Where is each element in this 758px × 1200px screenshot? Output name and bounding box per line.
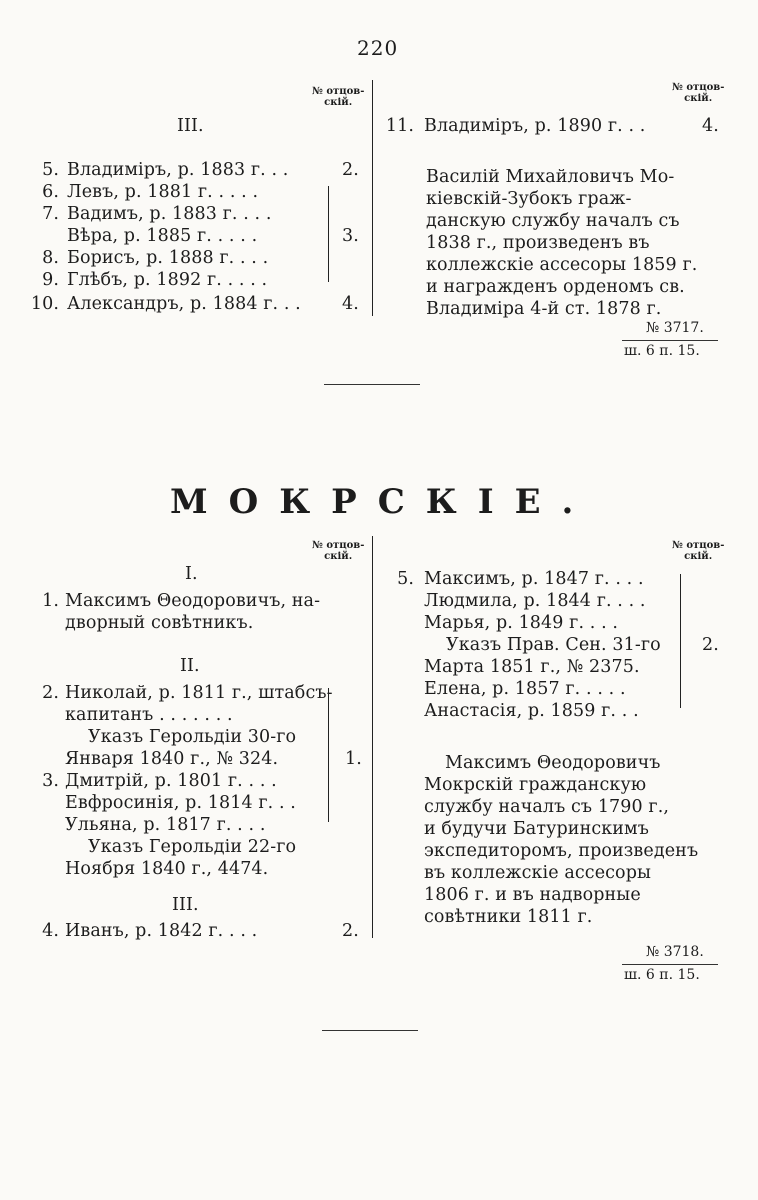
bio-line: Владиміра 4-й ст. 1878 г. (426, 299, 662, 319)
bio-line: Мокрскій гражданскую (424, 775, 647, 795)
entry-text: Борисъ, р. 1888 г. . . . (67, 248, 269, 268)
reference-rule (622, 340, 718, 341)
father-number: 2. (342, 921, 359, 941)
entry-number: 7. (42, 204, 59, 224)
entry-text: Марта 1851 г., № 2375. (424, 657, 640, 677)
entry-number: 2. (42, 683, 59, 703)
reference-number: № 3718. (646, 944, 704, 960)
generation-roman: III. (172, 895, 199, 915)
entry-number: 10. (30, 294, 59, 314)
bio-line: 1806 г. и въ надворные (424, 885, 641, 905)
generation-roman: II. (180, 656, 200, 676)
entry-text: Максимъ, р. 1847 г. . . . (424, 569, 644, 589)
entry-text: Января 1840 г., № 324. (65, 749, 279, 769)
father-column-header: № отцов- скій. (672, 82, 725, 104)
entry-text: Ульяна, р. 1817 г. . . . (65, 815, 266, 835)
bio-line: совѣтники 1811 г. (424, 907, 593, 927)
entry-text: Левъ, р. 1881 г. . . . . (67, 182, 259, 202)
bio-line: экспедиторомъ, произведенъ (424, 841, 699, 861)
father-number: 1. (345, 749, 362, 769)
bio-line: и будучи Батуринскимъ (424, 819, 649, 839)
father-number: 4. (342, 294, 359, 314)
column-divider (372, 536, 373, 938)
sibling-bracket (676, 574, 681, 708)
father-column-header: № отцов- скій. (672, 540, 725, 562)
entry-number: 6. (42, 182, 59, 202)
entry-number: 9. (42, 270, 59, 290)
bio-line: Василій Михайловичъ Мо- (426, 167, 675, 187)
bio-line: кіевскій-Зубокъ граж- (426, 189, 632, 209)
section-separator (322, 1030, 418, 1031)
reference-rule (622, 964, 718, 965)
father-column-header: № отцов- скій. (312, 86, 365, 108)
entry-text: Дмитрій, р. 1801 г. . . . (65, 771, 277, 791)
page-number: 220 (357, 36, 399, 60)
bio-line: и награжденъ орденомъ св. (426, 277, 685, 297)
bio-line: службу началъ съ 1790 г., (424, 797, 670, 817)
father-number: 4. (702, 116, 719, 136)
entry-text: Ноября 1840 г., 4474. (65, 859, 269, 879)
entry-text: Елена, р. 1857 г. . . . . (424, 679, 626, 699)
entry-text: капитанъ . . . . . . . (65, 705, 233, 725)
entry-number: 4. (42, 921, 59, 941)
entry-number: 5. (397, 569, 414, 589)
entry-number: 3. (42, 771, 59, 791)
bio-line: въ коллежскіе ассесоры (424, 863, 652, 883)
column-divider (372, 80, 373, 316)
shelf-mark: ш. 6 п. 15. (624, 967, 700, 983)
entry-text: Вадимъ, р. 1883 г. . . . (67, 204, 272, 224)
entry-number: 5. (42, 160, 59, 180)
entry-number: 1. (42, 591, 59, 611)
entry-text: Вѣра, р. 1885 г. . . . . (67, 226, 258, 246)
entry-text: Людмила, р. 1844 г. . . . (424, 591, 646, 611)
bio-line: коллежскіе ассесоры 1859 г. (426, 255, 698, 275)
sibling-bracket (324, 186, 329, 282)
entry-text: Евфросинія, р. 1814 г. . . (65, 793, 296, 813)
generation-roman: I. (185, 564, 198, 584)
father-column-header: № отцов- скій. (312, 540, 365, 562)
generation-roman: III. (177, 116, 204, 136)
reference-number: № 3717. (646, 320, 704, 336)
entry-number: 11. (385, 116, 414, 136)
entry-text: Николай, р. 1811 г., штабсъ- (65, 683, 333, 703)
father-number: 2. (342, 160, 359, 180)
entry-text: Иванъ, р. 1842 г. . . . (65, 921, 258, 941)
entry-text: Александръ, р. 1884 г. . . (67, 294, 301, 314)
bio-line: данскую службу началъ съ (426, 211, 680, 231)
bio-line: Максимъ Θеодоровичъ (445, 753, 661, 773)
entry-text: Указъ Герольдіи 30-го (88, 727, 297, 747)
entry-text: дворный совѣтникъ. (65, 613, 254, 633)
entry-text: Владиміръ, р. 1890 г. . . (424, 116, 646, 136)
entry-text: Максимъ Θеодоровичъ, на- (65, 591, 321, 611)
sibling-bracket (324, 688, 329, 822)
entry-text: Анастасія, р. 1859 г. . . (424, 701, 639, 721)
father-number: 2. (702, 635, 719, 655)
family-title: МОКРСКІЕ. (170, 482, 595, 522)
entry-text: Владиміръ, р. 1883 г. . . (67, 160, 289, 180)
entry-text: Указъ Прав. Сен. 31-го (446, 635, 661, 655)
section-separator (324, 384, 420, 385)
bio-line: 1838 г., произведенъ въ (426, 233, 650, 253)
entry-text: Глѣбъ, р. 1892 г. . . . . (67, 270, 268, 290)
entry-text: Марья, р. 1849 г. . . . (424, 613, 619, 633)
entry-number: 8. (42, 248, 59, 268)
shelf-mark: ш. 6 п. 15. (624, 343, 700, 359)
entry-text: Указъ Герольдіи 22-го (88, 837, 297, 857)
father-number: 3. (342, 226, 359, 246)
